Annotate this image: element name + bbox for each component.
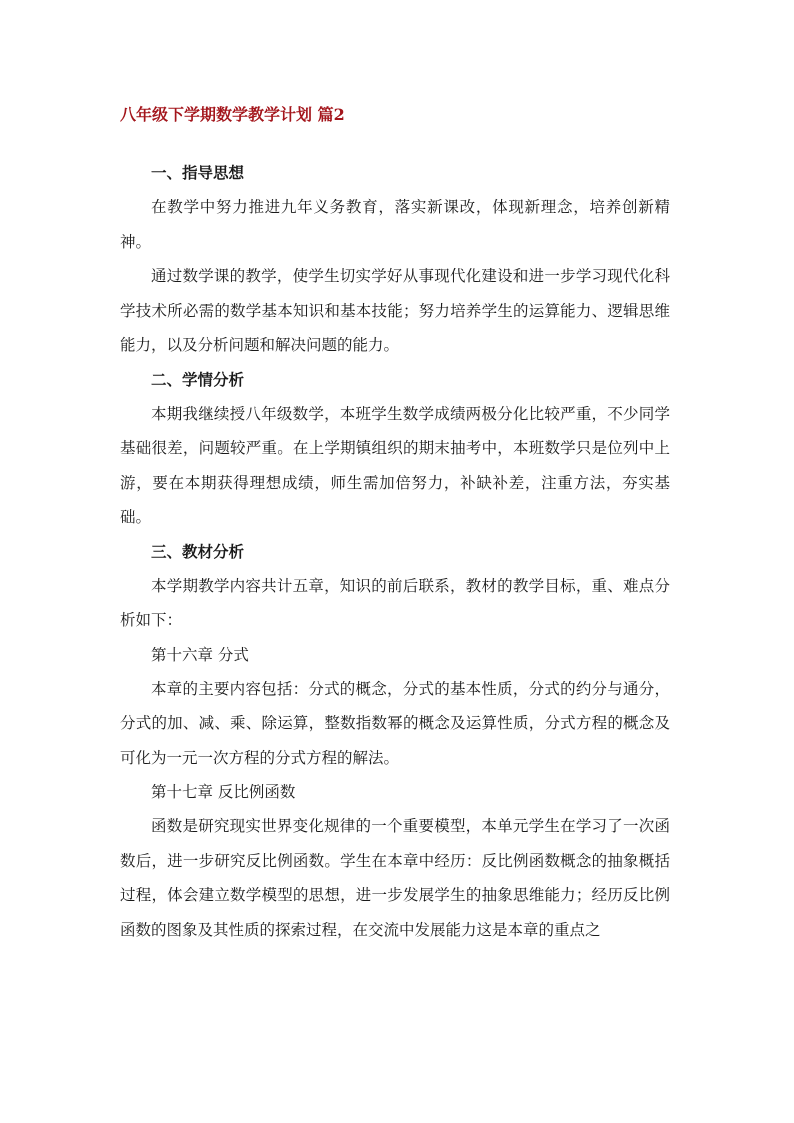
paragraph: 本期我继续授八年级数学，本班学生数学成绩两极分化比较严重，不少同学基础很差，问题较严重。在上学期镇组织的期末抽考中，本班数学只是位列中上游，要在本期获得理想成绩，师生需加倍努力，补缺补差，注重方法，夯实基础。 (120, 404, 670, 526)
section-heading: 三、教材分析 (151, 541, 245, 561)
paragraph: 本章的主要内容包括：分式的概念，分式的基本性质，分式的约分与通分，分式的加、减、乘、除运算，整数指数幂的概念及运算性质，分式方程的概念及可化为一元一次方程的分式方程的解法。 (120, 679, 670, 767)
chapter-title: 第十六章 分式 (151, 645, 249, 664)
document-page (120, 102, 670, 947)
section-heading: 二、学情分析 (151, 369, 245, 389)
paragraph: 本学期教学内容共计五章，知识的前后联系，教材的教学目标，重、难点分析如下： (120, 576, 670, 629)
paragraph: 通过数学课的教学，使学生切实学好从事现代化建设和进一步学习现代化科学技术所必需的数学基本知识和基本技能；努力培养学生的运算能力、逻辑思维能力，以及分析问题和解决问题的能力。 (120, 267, 670, 354)
paragraph: 函数是研究现实世界变化规律的一个重要模型，本单元学生在学习了一次函数后，进一步研究反比例函数。学生在本章中经历：反比例函数概念的抽象概括过程，体会建立数学模型的思想，进一步发展学生的抽象思维能力；经历反比例函数的图象及其性质的探索过程，在交流中发展能力这是本章的重点之 (120, 817, 670, 939)
document-title: 八年级下学期数学教学计划 篇2 (120, 105, 345, 124)
document-body (120, 156, 670, 947)
section-heading: 一、指导思想 (151, 163, 245, 182)
chapter-title: 第十七章 反比例函数 (151, 783, 296, 801)
paragraph: 在教学中努力推进九年义务教育，落实新课改，体现新理念，培养创新精神。 (120, 198, 670, 251)
